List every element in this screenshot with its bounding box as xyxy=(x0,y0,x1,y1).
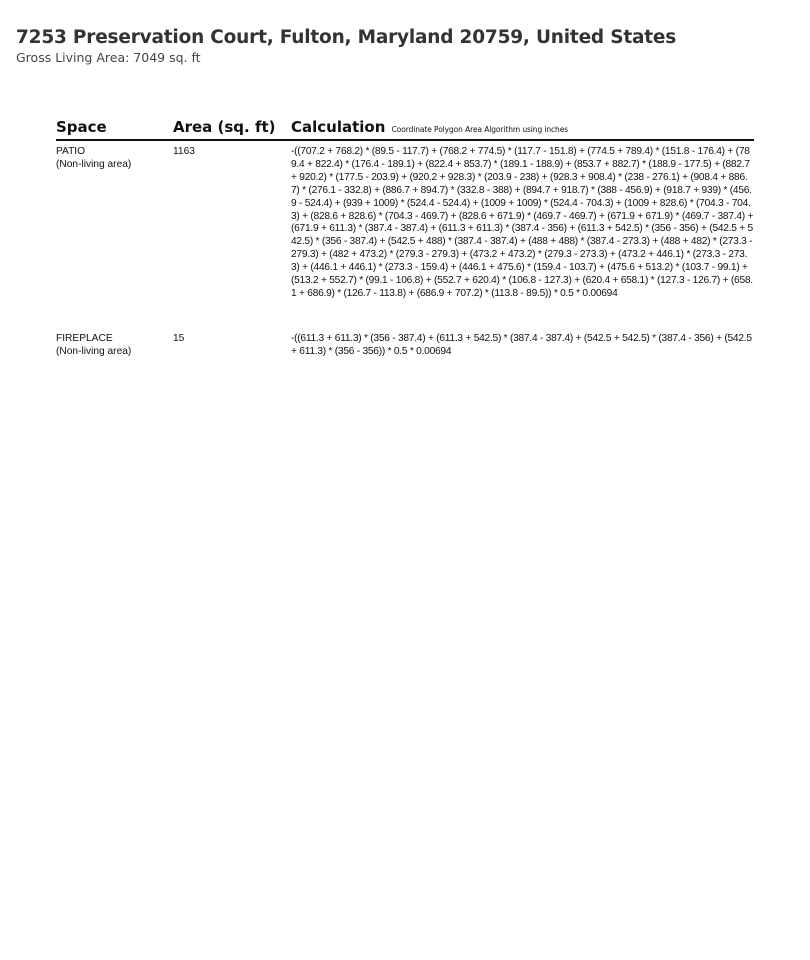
table-row xyxy=(56,333,754,363)
area-value: 1163 xyxy=(173,146,195,157)
table-row xyxy=(56,146,754,326)
calculation-formula: -((707.2 + 768.2) * (89.5 - 117.7) + (768.2 + 774.5) * (117.7 - 151.8) + (774.5 + 789.4) * (151.8 - 176.4) + (789.4 + 822.4) * (176.4 - 189.1) + (822.4 + 853.7) * (189.1 - 188.9) + (853.7 + 882.7) * (188.9 - 177.5) + (882.7 + 920.2) * (177.5 - 203.9) + (920.2 + 928.3) * (203.9 - 238) + (928.3 + 908.4) * (238 - 276.1) + (908.4 + 886.7) * (276.1 - 332.8) + (886.7 + 894.7) * (332.8 - 388) + (894.7 + 918.7) * (388 - 456.9) + (918.7 + 939) * (456.9 - 524.4) + (939 + 1009) * (524.4 - 524.4) + (1009 + 1009) * (524.4 - 704.3) + (1009 + 828.6) * (704.3 - 704.3) + (828.6 + 828.6) * (704.3 - 469.7) + (828.6 + 671.9) * (469.7 - 469.7) + (671.9 + 671.9) * (469.7 - 387.4) + (671.9 + 611.3) * (387.4 - 387.4) + (611.3 + 611.3) * (387.4 - 356) + (611.3 + 542.5) * (356 - 356) + (542.5 + 542.5) * (356 - 387.4) + (542.5 + 488) * (387.4 - 387.4) + (488 + 488) * (387.4 - 273.3) + (488 + 482) * (273.3 - 279.3) + (482 + 473.2) * (279.3 - 279.3) + (473.2 + 473.2) * (279.3 - 273.3) + (473.2 + 446.1) * (273.3 - 273.3) + (446.1 + 446.1) * (273.3 - 159.4) + (446.1 + 475.6) * (159.4 - 103.7) + (475.6 + 513.2) * (103.7 - 99.1) + (513.2 + 552.7) * (99.1 - 106.8) + (552.7 + 620.4) * (106.8 - 127.3) + (620.4 + 658.1) * (127.3 - 126.7) + (658.1 + 686.9) * (126.7 - 113.8) + (686.9 + 707.2) * (113.8 - 89.5)) * 0.5 * 0.00694 xyxy=(291,146,754,299)
space-type: (Non-living area) xyxy=(56,158,132,170)
space-type: (Non-living area) xyxy=(56,345,132,357)
calculation-formula: -((611.3 + 611.3) * (356 - 387.4) + (611.3 + 542.5) * (387.4 - 387.4) + (542.5 + 542.5) * (387.4 - 356) + (542.5 + 611.3) * (356 - 356)) * 0.5 * 0.00694 xyxy=(291,333,752,357)
gross-living-area-subtitle: Gross Living Area: 7049 sq. ft xyxy=(16,50,201,65)
column-header-calculation-label: Calculation xyxy=(291,118,386,136)
column-header-area: Area (sq. ft) xyxy=(173,118,276,136)
area-value: 15 xyxy=(173,333,185,344)
space-name: FIREPLACE xyxy=(56,333,113,344)
space-cell xyxy=(56,146,166,172)
area-calculation-table xyxy=(56,119,754,363)
property-address-title: 7253 Preservation Court, Fulton, Maryland 20759, United States xyxy=(16,27,677,48)
calculation-method-note: Coordinate Polygon Area Algorithm using inches xyxy=(391,125,569,134)
space-name: PATIO xyxy=(56,146,86,157)
document-header xyxy=(16,27,796,65)
table-header xyxy=(56,119,754,141)
column-header-calculation xyxy=(291,118,568,136)
space-cell xyxy=(56,333,166,359)
column-header-space: Space xyxy=(56,118,107,136)
